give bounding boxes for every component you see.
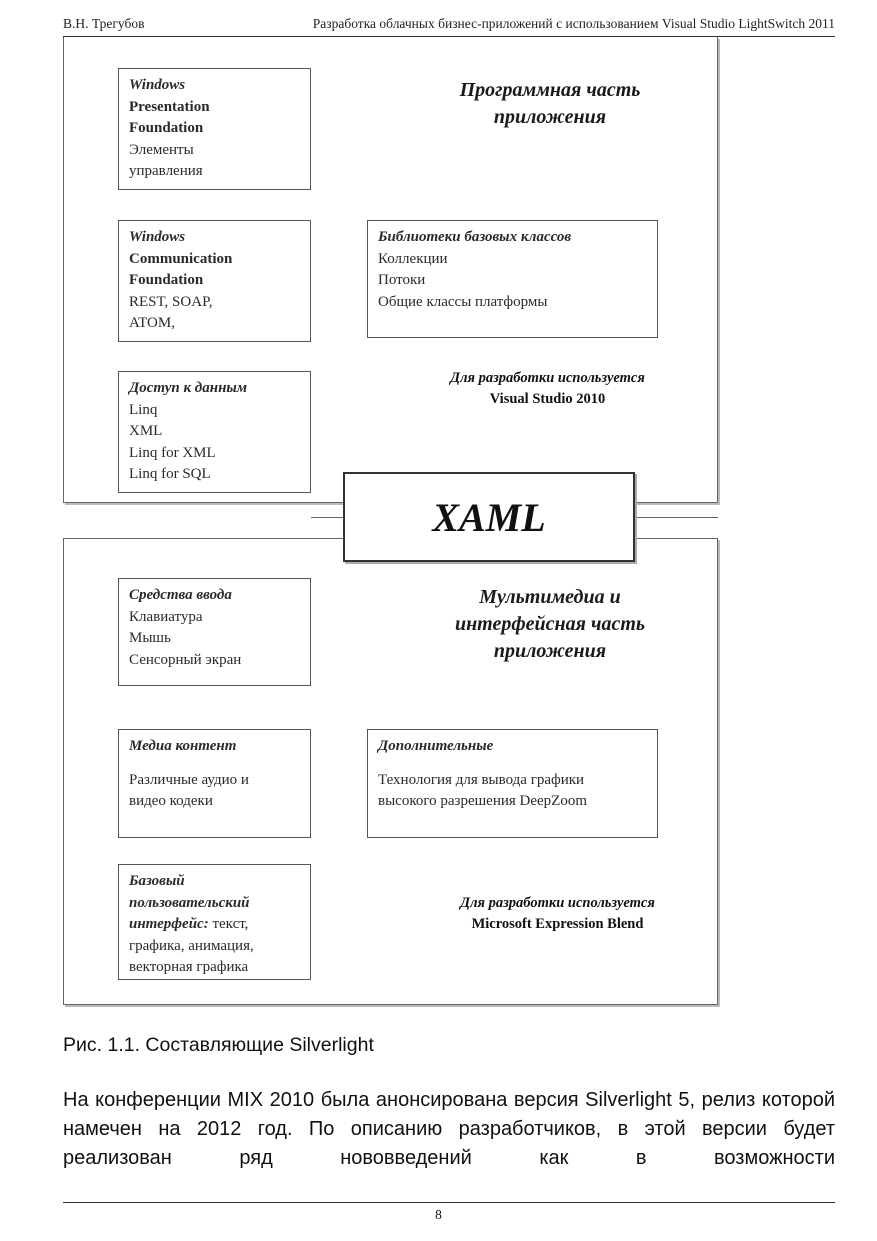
figure-caption: Рис. 1.1. Составляющие Silverlight — [63, 1034, 374, 1056]
base-libs-title: Библиотеки базовых классов — [378, 229, 572, 245]
extra-title: Дополнительные — [378, 738, 494, 754]
extra-line1: Технология для вывода графики — [378, 771, 585, 788]
wpf-box — [118, 68, 311, 190]
wcf-bold1: Communication — [129, 250, 233, 267]
bottom-dev-name: Microsoft Expression Blend — [471, 916, 644, 932]
bottom-title-line1: Мультимедиа и — [479, 586, 621, 608]
header-title: Разработка облачных бизнес-приложений с использованием Visual Studio LightSwitch 2011 — [312, 16, 835, 31]
extra-box — [367, 729, 658, 838]
xaml-connector-right — [635, 517, 718, 518]
top-title-line2: приложения — [493, 106, 607, 128]
wcf-title: Windows — [129, 229, 186, 245]
bottom-section-title — [410, 584, 690, 665]
wcf-line1: REST, SOAP, — [129, 293, 213, 310]
header-author: В.Н. Трегубов — [63, 16, 145, 31]
base-libs-item: Общие классы платформы — [378, 293, 548, 310]
wpf-bold2: Foundation — [129, 120, 204, 136]
base-ui-title3-rest: текст, — [208, 916, 249, 932]
data-access-item: XML — [129, 423, 163, 439]
data-access-item: Linq for SQL — [129, 466, 211, 482]
extra-line2: высокого разрешения DeepZoom — [378, 793, 588, 809]
base-ui-title3-line — [129, 914, 300, 936]
body-paragraph: На конференции MIX 2010 была анонсирована версия Silverlight 5, релиз которой намечен на 2012 год. По описанию разработчиков, в этой версии будет реализован ряд нововведений как в возможности — [63, 1089, 835, 1169]
top-dev-tool — [415, 368, 680, 410]
base-ui-line1: графика, анимация, — [129, 937, 254, 954]
input-item: Сенсорный экран — [129, 651, 242, 668]
bottom-title-line3: приложения — [493, 640, 607, 662]
base-ui-line2: векторная графика — [129, 959, 249, 975]
media-line2: видео кодеки — [129, 793, 213, 809]
base-ui-title2: пользовательский — [129, 894, 250, 911]
top-title-line1: Программная часть — [459, 79, 641, 101]
bottom-dev-label: Для разработки используется — [460, 895, 655, 911]
base-ui-title3: интерфейс: — [129, 916, 209, 932]
input-box — [118, 578, 311, 686]
wpf-title: Windows — [129, 77, 186, 93]
media-gap — [129, 758, 300, 770]
data-access-item: Linq — [129, 401, 158, 418]
wcf-bold2: Foundation — [129, 272, 204, 288]
base-libs-box — [367, 220, 658, 338]
input-title: Средства ввода — [129, 587, 232, 603]
bottom-title-line2: интерфейсная часть — [454, 613, 646, 635]
bottom-dev-tool — [425, 893, 690, 935]
top-dev-name: Visual Studio 2010 — [489, 391, 606, 407]
xaml-box: XAML — [343, 472, 635, 562]
base-libs-item: Коллекции — [378, 250, 448, 267]
input-item: Клавиатура — [129, 608, 203, 625]
data-access-box — [118, 371, 311, 493]
media-box — [118, 729, 311, 838]
wcf-line2: ATOM, — [129, 315, 175, 331]
base-ui-title1: Базовый — [129, 873, 185, 889]
page-number: 8 — [435, 1207, 442, 1222]
extra-gap — [378, 758, 647, 770]
footer-rule — [63, 1202, 835, 1203]
media-title: Медиа контент — [129, 738, 237, 754]
base-ui-box — [118, 864, 311, 980]
input-item: Мышь — [129, 630, 171, 646]
wpf-line1: Элементы — [129, 141, 194, 158]
wpf-bold1: Presentation — [129, 98, 210, 115]
wcf-box — [118, 220, 311, 342]
top-dev-label: Для разработки используется — [450, 370, 645, 386]
data-access-item: Linq for XML — [129, 444, 216, 461]
wpf-line2: управления — [129, 163, 203, 179]
media-line1: Различные аудио и — [129, 771, 249, 788]
xaml-connector-left — [311, 517, 343, 518]
data-access-title: Доступ к данным — [129, 380, 248, 396]
base-libs-item: Потоки — [378, 272, 426, 288]
top-section-title — [410, 77, 690, 131]
